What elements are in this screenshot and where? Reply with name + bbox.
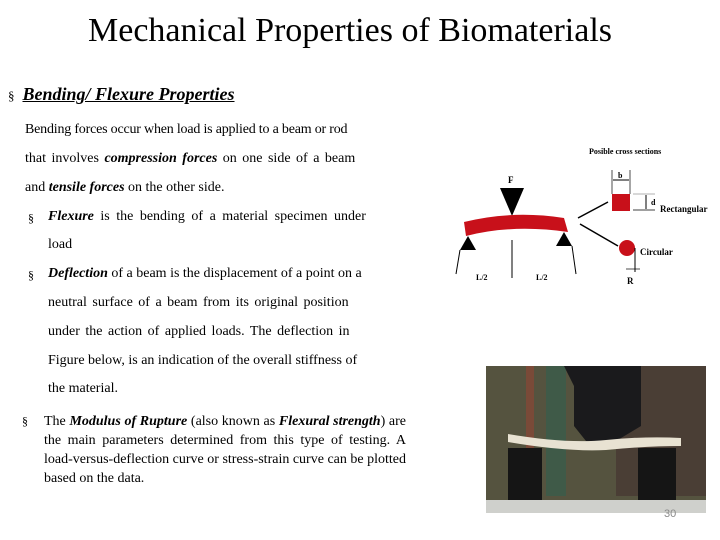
flexure-line2: load	[48, 237, 73, 252]
deflection-line4: Figure below, is an indication of the overall stiffness of	[48, 353, 358, 368]
width-label: b	[618, 171, 623, 180]
force-arrow-icon	[500, 188, 524, 216]
para1-line3: and tensile forces on the other side.	[25, 180, 225, 195]
right-support-icon	[556, 232, 572, 246]
half-span-right: L/2	[536, 273, 548, 282]
deflection-line2: neutral surface of a beam from its original position	[48, 295, 349, 310]
circular-label: Circular	[640, 247, 673, 257]
left-support-icon	[460, 236, 476, 250]
deflection-line3: under the action of applied loads. The deflection in	[48, 324, 350, 339]
rectangular-label: Rectangular	[660, 204, 708, 214]
bullet-icon: §	[22, 414, 28, 428]
deflection-line5: the material.	[48, 381, 118, 396]
bending-diagram	[440, 140, 720, 290]
modulus-paragraph: The Modulus of Rupture (also known as Flexural strength) are the main parameters determined from this type of testing. A load-versus-deflection curve or stress-strain curve can be plotted based on the data.	[44, 414, 407, 486]
flexure-line1: Flexure is the bending of a material specimen under	[48, 209, 366, 224]
section-heading	[8, 84, 235, 105]
radius-label: R	[627, 276, 634, 286]
depth-label: d	[651, 198, 656, 207]
page-number: 30	[664, 508, 677, 520]
beam	[464, 215, 568, 236]
cross-sections-caption: Posible cross sections	[589, 147, 662, 156]
force-label: F	[508, 175, 514, 185]
half-span-left: L/2	[476, 273, 488, 282]
para1-line1: Bending forces occur when load is applied to a beam or rod	[25, 122, 348, 137]
slide-title: Mechanical Properties of Biomaterials	[88, 12, 612, 49]
bullet-icon: §	[28, 268, 34, 282]
deflection-line1: Deflection of a beam is the displacement of a point on a	[48, 266, 362, 281]
bullet-icon: §	[8, 88, 15, 103]
flexure-test-photo	[486, 366, 706, 513]
circular-section	[619, 240, 635, 256]
rectangular-section	[612, 194, 630, 211]
heading-text: Bending/ Flexure Properties	[22, 84, 235, 104]
bullet-icon: §	[28, 211, 34, 225]
para1-line2: that involves compression forces on one side of a beam	[25, 151, 356, 166]
